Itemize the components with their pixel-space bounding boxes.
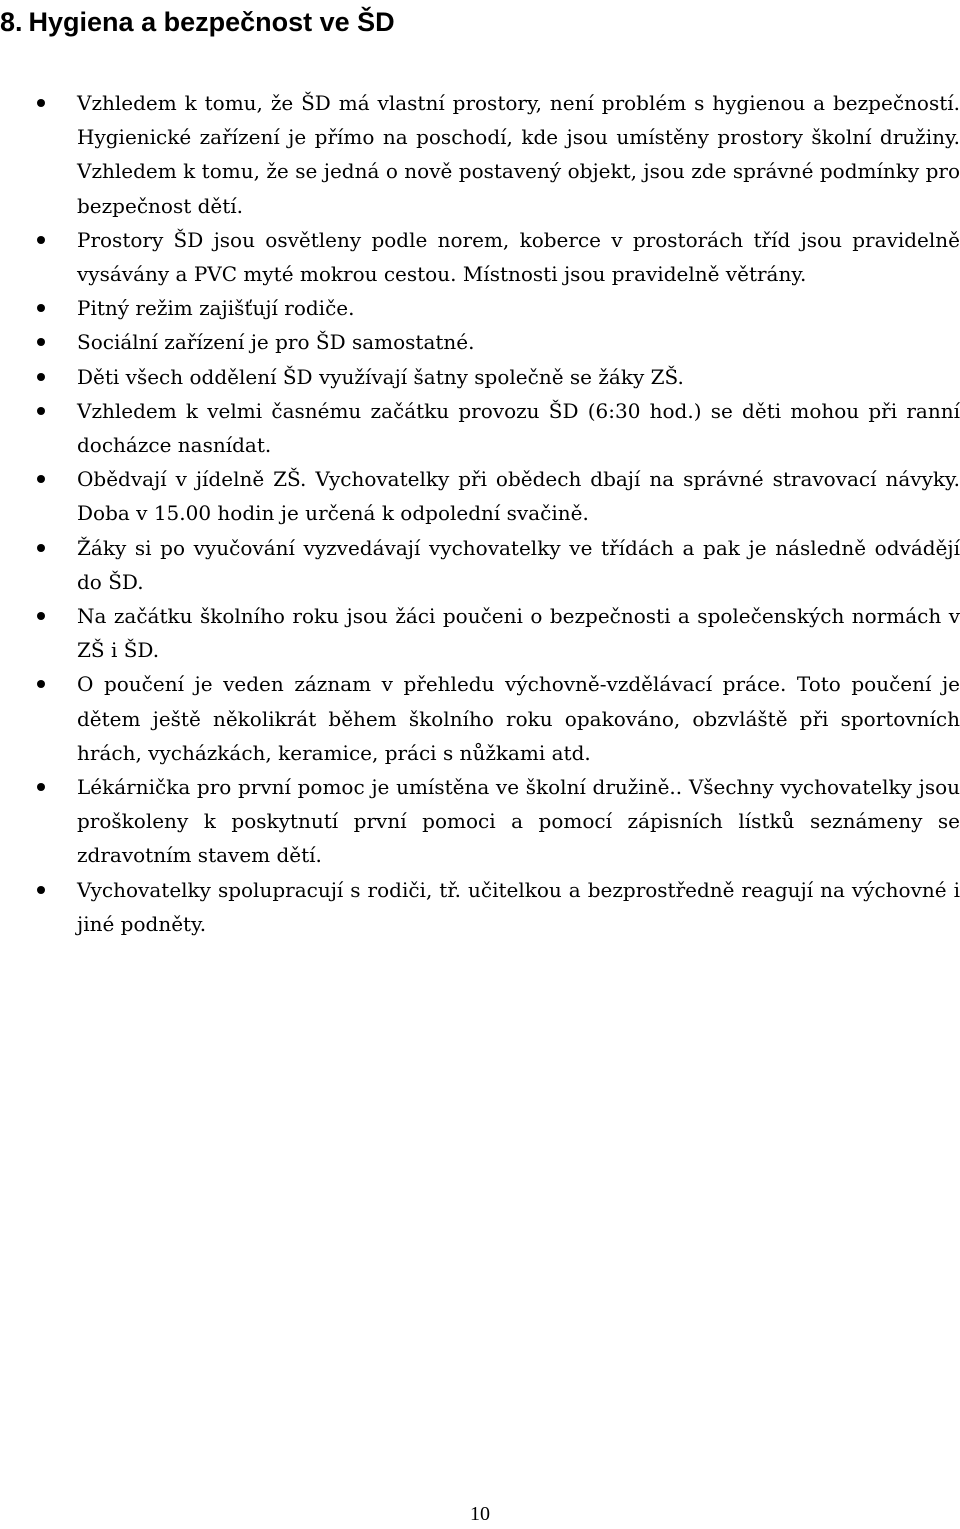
list-item: [77, 531, 960, 599]
bullet-icon: [37, 475, 45, 483]
section-heading: [0, 4, 395, 40]
list-item: [77, 223, 960, 291]
list-item: [77, 770, 960, 873]
list-item: [77, 325, 960, 359]
list-item-text: Vzhledem k velmi časnému začátku provozu ŠD (6:30 hod.) se děti mohou při ranní docházce nasnídat.: [77, 398, 960, 458]
list-item-text: Vzhledem k tomu, že ŠD má vlastní prostory, není problém s hygienou a bezpečností. Hygienické zařízení je přímo na poschodí, kde jsou umístěny prostory školní družiny. Vzhledem k tomu, že se jedná o nově postavený objekt, jsou zde správné podmínky pro bezpečnost dětí.: [77, 91, 960, 218]
list-item-text: O poučení je veden záznam v přehledu výchovně-vzdělávací práce. Toto poučení je dětem ještě několikrát během školního roku opakováno, obzvláště při sportovních hrách, vycházkách, keramice, práci s nůžkami atd.: [77, 672, 960, 765]
list-item: [77, 462, 960, 530]
list-item-text: Pitný režim zajišťují rodiče.: [77, 296, 355, 321]
bullet-icon: [37, 99, 45, 107]
bullet-icon: [37, 612, 45, 620]
bullet-icon: [37, 680, 45, 688]
bullet-icon: [37, 886, 45, 894]
list-item: [77, 873, 960, 941]
bullet-list: [77, 86, 960, 941]
bullet-icon: [37, 373, 45, 381]
bullet-icon: [37, 783, 45, 791]
list-item: [77, 667, 960, 770]
bullet-icon: [37, 236, 45, 244]
page-number: 10: [470, 1503, 490, 1525]
bullet-icon: [37, 304, 45, 312]
bullet-icon: [37, 544, 45, 552]
section-title: Hygiena a bezpečnost ve ŠD: [28, 7, 395, 37]
section-number: 8.: [0, 7, 23, 37]
list-item: [77, 599, 960, 667]
list-item: [77, 360, 960, 394]
bullet-icon: [37, 338, 45, 346]
list-item-text: Prostory ŠD jsou osvětleny podle norem, koberce v prostorách tříd jsou pravidelně vysávány a PVC myté mokrou cestou. Místnosti jsou pravidelně větrány.: [77, 227, 960, 287]
list-item-text: Sociální zařízení je pro ŠD samostatné.: [77, 330, 475, 355]
list-item-text: Na začátku školního roku jsou žáci poučeni o bezpečnosti a společenských normách v ZŠ i ŠD.: [77, 604, 960, 663]
list-item: [77, 86, 960, 223]
list-item-text: Děti všech oddělení ŠD využívají šatny společně se žáky ZŠ.: [77, 364, 684, 389]
list-item-text: Žáky si po vyučování vyzvedávají vychovatelky ve třídách a pak je následně odvádějí do ŠD.: [77, 535, 960, 594]
list-item-text: Obědvají v jídelně ZŠ. Vychovatelky při obědech dbají na správné stravovací návyky. Doba v 15.00 hodin je určená k odpolední svačině.: [77, 467, 960, 526]
list-item-text: Vychovatelky spolupracují s rodiči, tř. učitelkou a bezprostředně reagují na výchovné i jiné podněty.: [77, 877, 960, 936]
bullet-icon: [37, 407, 45, 415]
list-item: [77, 394, 960, 462]
list-item: [77, 291, 960, 325]
list-item-text: Lékárnička pro první pomoc je umístěna ve školní družině.. Všechny vychovatelky jsou proškoleny k poskytnutí první pomoci a pomocí zápisních lístků seznámeny se zdravotním stavem dětí.: [77, 775, 960, 868]
